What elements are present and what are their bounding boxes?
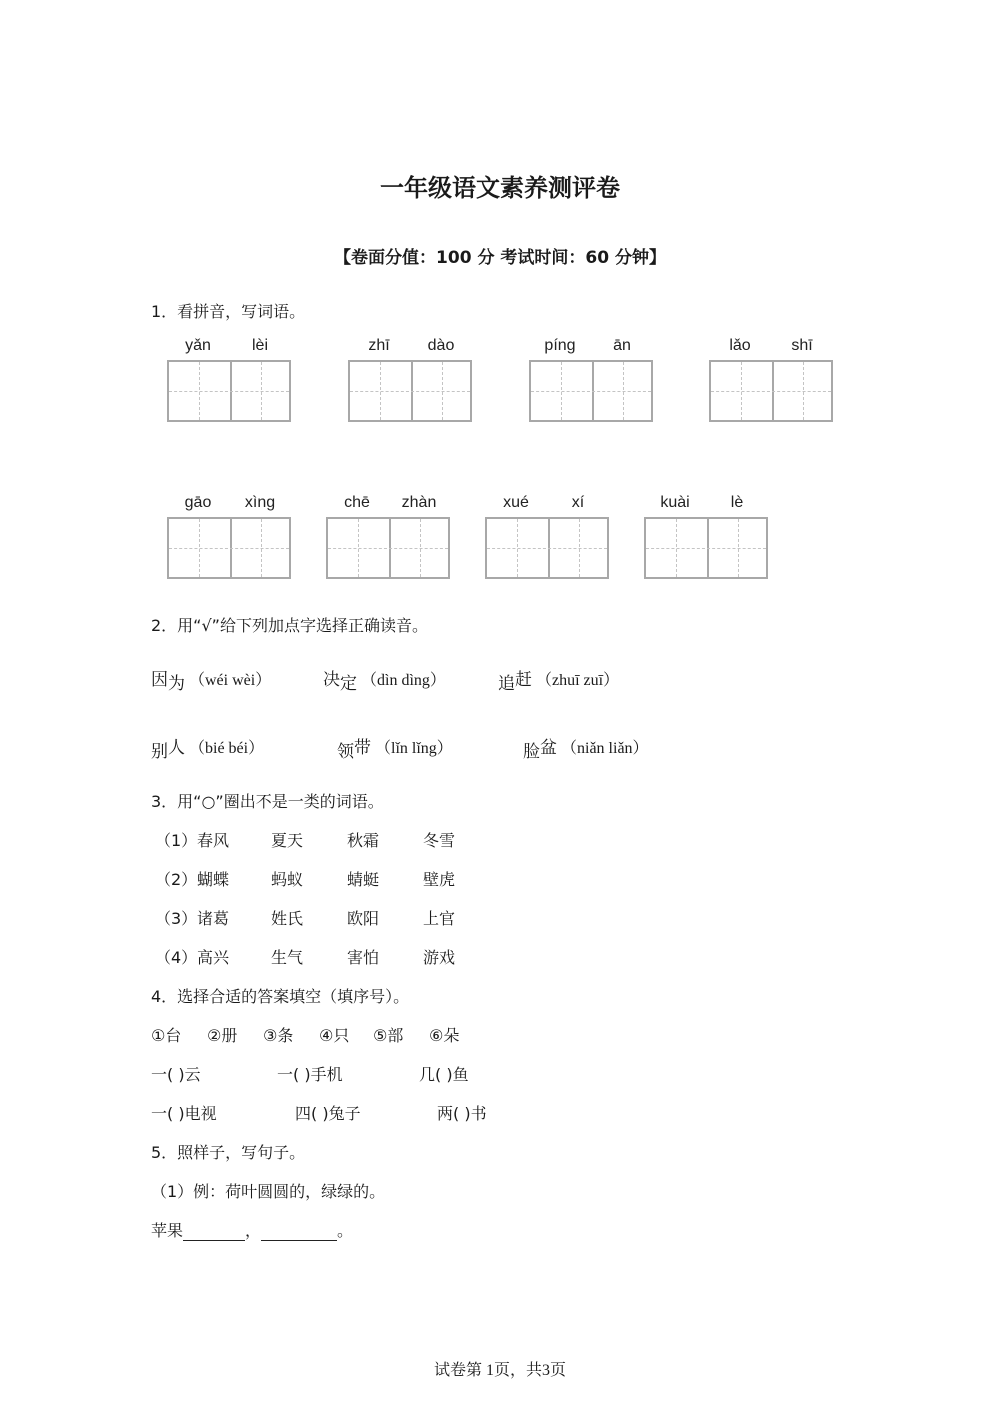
q3-word[interactable]: 害怕 <box>347 948 380 967</box>
page-footer: 试卷第 1页，共3页 <box>433 1362 566 1379</box>
exam-subtitle: 【卷面分值：100 分 考试时间：60 分钟】 <box>334 248 666 268</box>
q4-blank-phone: 一( )手机 <box>277 1065 343 1084</box>
tianzige-writing-box[interactable] <box>529 360 653 422</box>
q4-blank-tv: 一( )电视 <box>151 1104 217 1123</box>
pinyin-label: zhī <box>368 337 390 354</box>
pinyin-label: yǎn <box>185 337 211 354</box>
pinyin-label: lè <box>730 494 744 511</box>
q5-blank-1[interactable] <box>183 1222 245 1241</box>
q5-heading: 5．照样子，写句子。 <box>151 1143 306 1162</box>
pinyin-label: zhàn <box>401 494 437 511</box>
q3-word[interactable]: 蜻蜓 <box>347 870 380 889</box>
pinyin-label: píng <box>544 337 576 354</box>
tianzige-writing-box[interactable] <box>709 360 833 422</box>
pinyin-label: chē <box>344 494 370 511</box>
q3-word[interactable]: 蝴蝶 <box>197 870 230 889</box>
pinyin-label: gāo <box>184 494 212 511</box>
pinyin-label: kuài <box>660 494 690 511</box>
pinyin-label: lèi <box>251 337 268 354</box>
q3-word[interactable]: 诸葛 <box>197 909 230 928</box>
exam-title: 一年级语文素养测评卷 <box>380 174 620 202</box>
q3-word[interactable]: 欧阳 <box>347 909 380 928</box>
q3-row-number: （4） <box>155 948 198 967</box>
tianzige-writing-box[interactable] <box>326 517 450 579</box>
q2-item-2: 决定 （dìn dìng） <box>323 670 446 694</box>
q3-word[interactable]: 高兴 <box>197 948 230 967</box>
q3-word[interactable]: 蚂蚁 <box>271 870 304 889</box>
q3-word[interactable]: 壁虎 <box>423 870 456 889</box>
q3-word[interactable]: 姓氏 <box>271 909 304 928</box>
q3-row-number: （1） <box>155 831 198 850</box>
q3-word[interactable]: 游戏 <box>423 948 456 967</box>
q4-option: ④只 <box>319 1026 350 1045</box>
q2-item-4: 别人 （bié béi） <box>151 738 265 762</box>
tianzige-writing-box[interactable] <box>167 360 291 422</box>
q3-row-number: （2） <box>155 870 198 889</box>
q3-word[interactable]: 春风 <box>197 831 230 850</box>
q4-blank-fish: 几( )鱼 <box>419 1065 469 1084</box>
pinyin-label: ān <box>613 337 631 354</box>
tianzige-writing-box[interactable] <box>485 517 609 579</box>
pinyin-label: dào <box>427 337 455 354</box>
q4-option: ⑥朵 <box>429 1026 460 1045</box>
q3-row-number: （3） <box>155 909 198 928</box>
pinyin-label: lǎo <box>729 337 751 354</box>
q4-option: ⑤部 <box>373 1026 404 1045</box>
q1-heading: 1．看拼音，写词语。 <box>151 302 306 321</box>
q4-heading: 4．选择合适的答案填空（填序号）。 <box>151 987 410 1006</box>
q4-blank-cloud: 一( )云 <box>151 1065 201 1084</box>
q2-item-5: 领带 （lǐn lǐng） <box>337 738 453 762</box>
pinyin-label: xìng <box>244 494 276 511</box>
q2-item-1: 因为 （wéi wèi） <box>151 670 272 694</box>
q4-option: ①台 <box>151 1026 182 1045</box>
pinyin-label: shī <box>791 337 813 354</box>
q3-heading: 3．用“○”圈出不是一类的词语。 <box>151 792 384 811</box>
tianzige-writing-box[interactable] <box>348 360 472 422</box>
q2-item-6: 脸盆 （niǎn liǎn） <box>523 738 649 762</box>
q4-option: ②册 <box>207 1026 238 1045</box>
q3-word[interactable]: 生气 <box>271 948 304 967</box>
q3-word[interactable]: 冬雪 <box>423 831 456 850</box>
q3-word[interactable]: 秋霜 <box>347 831 380 850</box>
tianzige-writing-box[interactable] <box>644 517 768 579</box>
pinyin-label: xué <box>503 494 529 511</box>
q3-word[interactable]: 上官 <box>423 909 456 928</box>
q2-heading: 2．用“√”给下列加点字选择正确读音。 <box>151 616 428 635</box>
q3-word[interactable]: 夏天 <box>271 831 304 850</box>
tianzige-writing-box[interactable] <box>167 517 291 579</box>
q5-example: （1）例：荷叶圆圆的，绿绿的。 <box>151 1182 386 1201</box>
q4-blank-rabbit: 四( )兔子 <box>295 1104 361 1123</box>
q2-item-3: 追赶 （zhuī zuī） <box>498 670 620 694</box>
q4-option: ③条 <box>263 1026 294 1045</box>
pinyin-label: xí <box>571 494 585 511</box>
q5-answer-line: 苹果 ， 。 <box>151 1221 354 1240</box>
q5-blank-2[interactable] <box>261 1222 337 1241</box>
q4-blank-book: 两( )书 <box>437 1104 487 1123</box>
